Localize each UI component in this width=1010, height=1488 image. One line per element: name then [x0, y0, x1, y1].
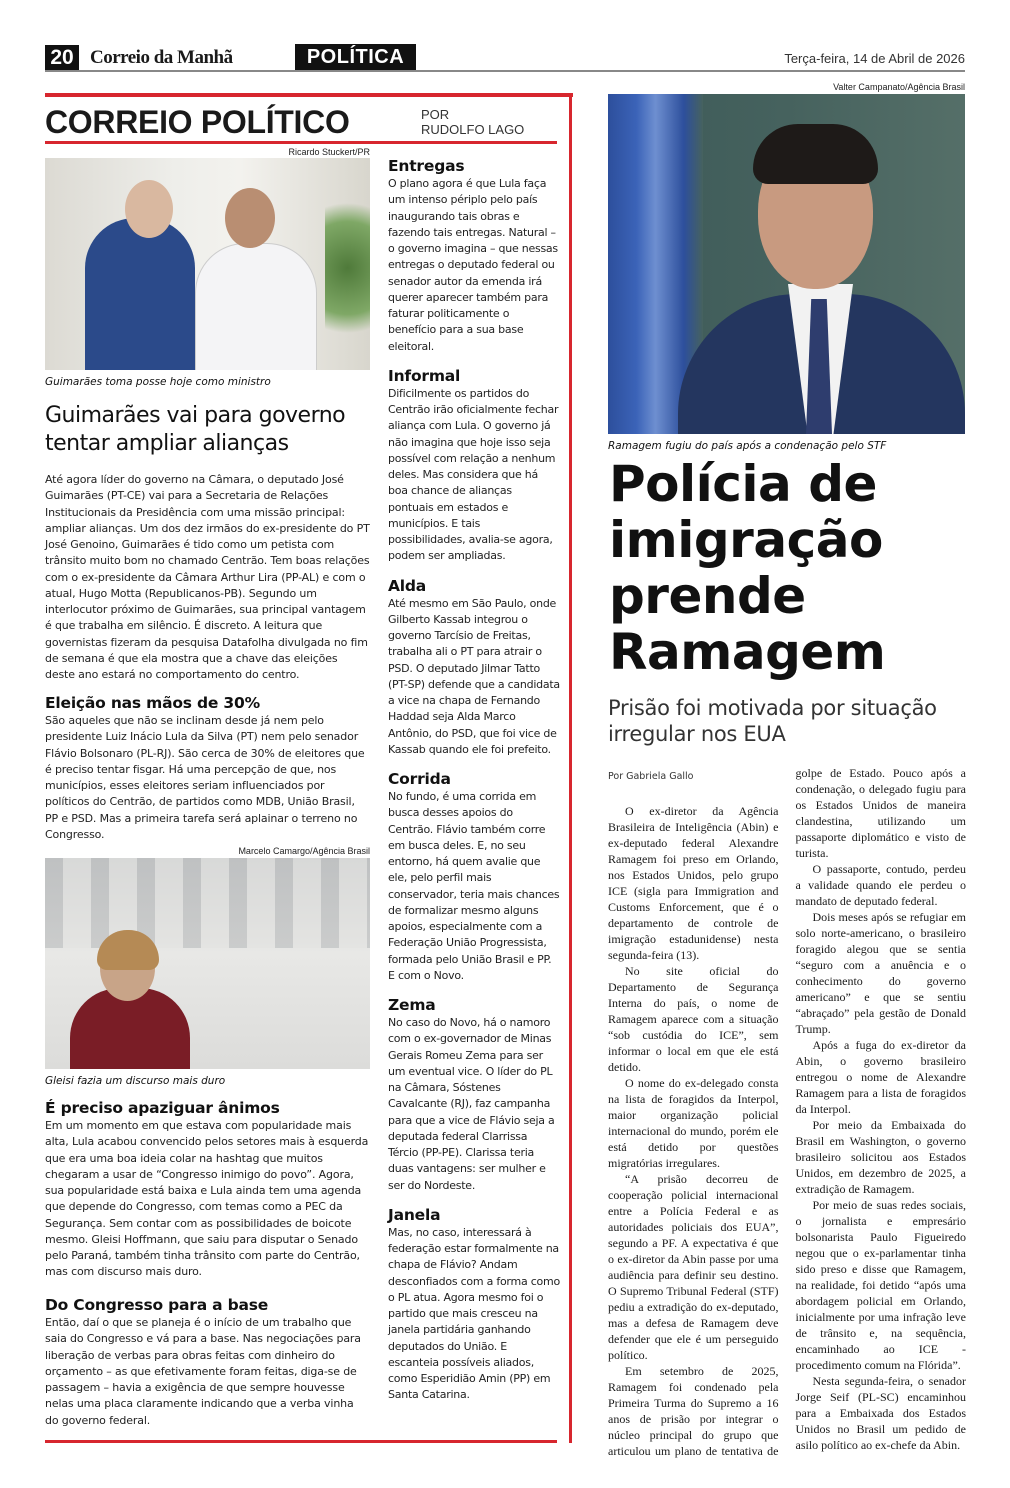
section-title: Informal	[388, 366, 461, 385]
column-top-rule	[45, 93, 573, 97]
column-section	[388, 156, 560, 355]
figure-hair	[753, 124, 878, 184]
column-title: CORREIO POLÍTICO	[45, 104, 350, 140]
plant	[325, 178, 370, 358]
column-section	[388, 1205, 560, 1404]
article-paragraph: Nesta segunda-feira, o senador Jorge Seif (PL-SC) encaminhou para a Embaixada dos Estados Unidos no Brasil um pedido de asilo político ao ex-chefe da Abin.	[795, 1374, 966, 1452]
article-author: Por Gabriela Gallo	[608, 771, 694, 782]
section-title: Entregas	[388, 157, 465, 175]
photo-credit: Marcelo Camargo/Agência Brasil	[238, 846, 370, 856]
section-text: No caso do Novo, há o namoro com o ex-governador de Minas Gerais Romeu Zema para ser um eventual vice. O líder do PL na Câmara, Sóstenes Cavalcante (RJ), faz campanha para que a vice de Flávio seja a deputada federal Clarrissa Tércio (PP-PE). Clarissa teria duas vantagens: ser mulher e ser do Nordeste.	[388, 1016, 555, 1192]
column-section	[388, 576, 560, 759]
photo-caption: Guimarães toma posse hoje como ministro	[45, 376, 271, 388]
background-columns	[45, 858, 370, 948]
article-paragraph: Dois meses após se refugiar em solo norte-americano, o brasileiro foragido alegou que se sentia “seguro com a anuência e o conhecimento do governo americano” e que se sentiu “abraçado” pela gestão de Donald Trump.	[795, 910, 966, 1036]
article-paragraph: Após a fuga do ex-diretor da Abin, o governo brasileiro entregou o nome de Alexandre Ramagem para a lista de foragidos da Interpol.	[795, 1038, 966, 1116]
article-paragraph: Por meio de suas redes sociais, o jornalista e empresário bolsonarista Paulo Figueiredo negou que o ex-parlamentar tinha sido preso e disse que Ramagem, na realidade, foi detido “após uma abordagem policial em Orlando, inicialmente por uma infração leve de trânsito e, na sequência, encaminhado ao ICE - procedimento comum na Flórida”.	[795, 1198, 966, 1372]
section-text: No fundo, é uma corrida em busca desses apoios do Centrão. Flávio também corre em busca deles. E, no seu entorno, há quem avalie que ele, pelo perfil mais conservador, teria mais chances de formalizar mesmo alguns apoios, especialmente com a Federação União Progressista, formada pelo União Brasil e PP. E com o Novo.	[388, 790, 560, 982]
column-section	[45, 1098, 370, 1281]
column-section	[388, 366, 560, 565]
section-title: Do Congresso para a base	[45, 1296, 269, 1314]
issue-date: Terça-feira, 14 de Abril de 2026	[784, 51, 965, 66]
column-headline: Guimarães vai para governo tentar ampliar alianças	[45, 403, 346, 456]
section-text: Até mesmo em São Paulo, onde Gilberto Kassab integrou o governo Tarcísio de Freitas, trabalha ali o PT para atrair o PSD. O deputado Jilmar Tatto (PT-SP) defende que a candidata a vice na chapa de Fernando Haddad seja Alda Marco Antônio, do PSD, que foi vice de Kassab quando ele foi prefeito.	[388, 596, 560, 756]
article-headline: Polícia de imigração prende Ramagem	[609, 455, 886, 681]
section-title: É preciso apaziguar ânimos	[45, 1099, 280, 1117]
article-paragraph: O nome do ex-delegado consta na lista de foragidos da Interpol, maior organização policial internacional do mundo, porém ele está detido por questões migratórias irregulares.	[608, 1076, 779, 1170]
photo-ramagem	[608, 94, 965, 434]
section-text: Dificilmente os partidos do Centrão irão oficialmente fechar aliança com Lula. O governo já não imagina que hoje isso seja possível com relação a nenhum deles. Mas considera que há boa chance de alianças pontuais em estados e municípios. E tais possibilidades, avalia-se agora, podem ser ampliadas.	[388, 386, 559, 563]
article-paragraph: O ex-diretor da Agência Brasileira de Inteligência (Abin) e ex-deputado federal Alexandre Ramagem foi preso em Orlando, nos Estados Unidos, pelo grupo ICE (sigla para Immigration and Customs Enforcement, que é o departamento de controle de imigração estadunidense) nesta segunda-feira (13).	[608, 804, 779, 962]
section-text: São aqueles que não se inclinam desde já nem pelo presidente Luiz Inácio Lula da Silva (PT) nem pelo senador Flávio Bolsonaro (PL-RJ). São cerca de 30% de eleitores que é preciso tentar fisgar. Há uma percepção de que, nos municípios, esses eleitores seriam influenciados por políticos do Centrão, de partidos como MDB, União Brasil, PP e PSD. Mas a primeira tarefa será aplainar o terreno no Congresso.	[45, 714, 365, 841]
figure-suit	[85, 218, 195, 370]
photo-credit: Valter Campanato/Agência Brasil	[833, 82, 965, 92]
figure-head	[125, 180, 173, 238]
page-number: 20	[45, 45, 79, 70]
photo-caption: Ramagem fugiu do país após a condenação pelo STF	[608, 440, 887, 452]
article-deck: Prisão foi motivada por situação irregular nos EUA	[608, 696, 937, 746]
section-text: Mas, no caso, interessará à federação estar formalmente na chapa de Flávio? Andam desconfiados com a forma como o PL atua. Agora mesmo foi o partido que mais cresceu na janela partidária ganhando deputados do União. E escanteia possíveis aliados, como Esperidião Amin (PP) em Santa Catarina.	[388, 1225, 560, 1402]
figure-shirt	[195, 243, 317, 370]
photo-lula-guimaraes	[45, 158, 370, 370]
section-text: Em um momento em que estava com popularidade mais alta, Lula acabou convencido pelos setores mais à esquerda que era uma boa ideia colar na hashtag que muitos chegaram a usar de “Congresso inimigo do povo”. Agora, sua popularidade está baixa e Lula ainda tem uma agenda que depende do Congresso, com temas como a PEC da Segurança. Sem contar com as possibilidades de boicote mesmo. Gleisi Hoffmann, que saiu para disputar o Senado pelo Paraná, também tinha trânsito com parte do Centrão, mas com discurso mais duro.	[45, 1119, 369, 1279]
column-section	[388, 769, 560, 984]
section-title: Eleição nas mãos de 30%	[45, 694, 260, 712]
column-byline	[421, 107, 524, 137]
figure-head	[225, 188, 275, 248]
section-text: O plano agora é que Lula faça um intenso périplo pelo país inaugurando tais obras e fazendo tais entregas. Natural – o governo imagina – que nessas entregas o deputado federal ou senador autor da emenda irá querer aparecer também para faturar politicamente o benefício para a sua base eleitoral.	[388, 177, 558, 353]
section-text: Então, daí o que se planeja é o início de um trabalho que saia do Congresso e vá para a base. Nas negociações para liberação de verbas para obras feitas com dinheiro do orçamento – as que efetivamente foram feitas, diga-se de passagem – havia a exigência de que sempre houvesse nelas uma placa claramente indicando que a verba vinha do governo federal.	[45, 1316, 361, 1427]
article-paragraph: Em setembro de 2025, Ramagem foi condenado pela Primeira Turma do Supremo a 16 anos de prisão por integrar o núcleo principal do grupo que articulou um plano de tentativa de golpe de Estado. Pouco após a condenação, o delegado fugiu para os Estados Unidos de maneira clandestina, utilizando um passaporte diplomático e visto de turista.	[608, 766, 966, 1458]
column-lead-text: Até agora líder do governo na Câmara, o deputado José Guimarães (PT-CE) vai para a Secretaria de Relações Institucionais da Presidência com uma missão principal: ampliar alianças. Um dos dez irmãos do ex-presidente do PT José Genoino, Guimarães é tido como um petista com trânsito muito bom no chamado Centrão. Tem boas relações com o ex-presidente da Câmara Arthur Lira (PP-AL) e com o atual, Hugo Motta (Republicanos-PB). Segundo um interlocutor próximo de Guimarães, sua principal vantagem é que trabalha em silêncio. É discreto. A leitura que governistas fizeram da pesquisa Datafolha divulgada no fim de semana é que ela mostra que a chave das eleições deste ano estará no comportamento do centro.	[45, 473, 370, 681]
photo-caption: Gleisi fazia um discurso mais duro	[45, 1075, 226, 1087]
column-section	[45, 1295, 370, 1429]
newspaper-masthead: Correio da Manhã	[90, 47, 233, 68]
column-section	[388, 995, 560, 1194]
section-label: POLÍTICA	[295, 44, 416, 71]
column-section	[45, 693, 370, 843]
section-title: Janela	[388, 1205, 441, 1224]
article-body	[608, 765, 966, 1459]
photo-gleisi	[45, 858, 370, 1069]
column-author: RUDOLFO LAGO	[421, 122, 525, 137]
section-title: Alda	[388, 576, 427, 595]
by-label: POR	[421, 107, 450, 122]
article-paragraph: No site oficial do Departamento de Segurança Interna do país, o nome de Ramagem aparece com a situação “sob custódia do ICE”, sem informar o local em que ele está detido.	[608, 964, 779, 1074]
column-notes	[388, 156, 560, 1415]
article-paragraph: O passaporte, contudo, perdeu a validade quando ele perdeu o mandato de deputado federal.	[795, 862, 966, 908]
article-paragraph: “A prisão decorreu de cooperação policial internacional entre a Polícia Federal e as autoridades policiais dos EUA”, segundo a PF. A expectativa é que o ex-diretor da Abin passe por uma audiência para definir seu destino. O Supremo Tribunal Federal (STF) pediu a extradição do ex-deputado, mas a defesa de Ramagem deve defender que ele é um perseguido político.	[608, 1172, 779, 1362]
photo-credit: Ricardo Stuckert/PR	[288, 147, 370, 157]
column-right-rule	[569, 93, 572, 1443]
section-title: Corrida	[388, 770, 451, 788]
section-title: Zema	[388, 996, 436, 1014]
column-bottom-rule	[45, 1440, 557, 1443]
header-rule	[45, 70, 965, 72]
article-paragraph: Por meio da Embaixada do Brasil em Washington, o governo brasileiro solicitou aos Estados Unidos, em dezembro de 2025, a extradição de Ramagem.	[795, 1118, 966, 1196]
